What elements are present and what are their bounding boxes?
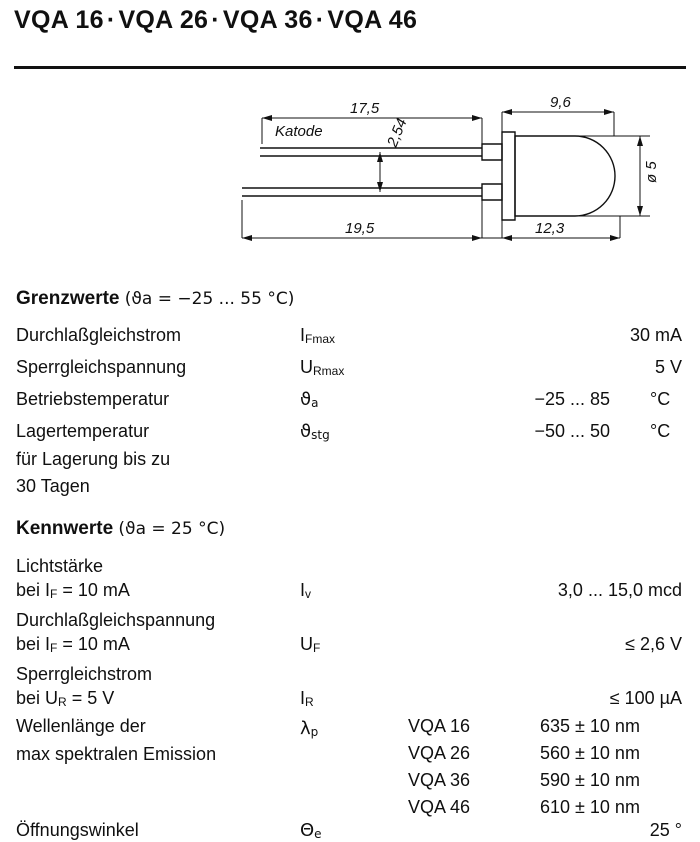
title-part-3: VQA 36 <box>222 6 313 34</box>
row-label-lagertemperatur: Lagertemperatur <box>16 421 150 441</box>
page-title <box>14 6 417 35</box>
dim-lead-length-top: 17,5 <box>350 100 380 117</box>
dim-lead-length-bottom: 19,5 <box>345 220 375 237</box>
cond-tail: = 10 mA <box>57 580 130 600</box>
row-symbol-durchlassgleichstrom <box>300 325 335 346</box>
row-label-betriebstemperatur: Betriebstemperatur <box>16 389 170 409</box>
grenzwerte-note-1: für Lagerung bis zu <box>16 449 171 469</box>
row-value-betriebstemperatur: −25 ... 85 <box>534 389 610 409</box>
row-symbol-wellenlaenge <box>300 718 318 739</box>
symbol-main: Θ <box>300 820 315 841</box>
dim-body-diameter: ø 5 <box>643 161 660 183</box>
cond-prefix: bei U <box>16 688 59 708</box>
row-unit-lagertemperatur: °C <box>650 421 671 441</box>
row-cond-lichtstaerke <box>16 580 130 601</box>
row-label-lichtstaerke: Lichtstärke <box>16 556 104 576</box>
row-symbol-durchlassgleichspannung <box>300 634 320 655</box>
led-flange <box>502 132 515 220</box>
cond-prefix: bei I <box>16 634 51 654</box>
wavelength-value-4: 610 ± 10 nm <box>540 797 640 817</box>
lead-frame-upper <box>482 144 502 160</box>
grenzwerte-note-2: 30 Tagen <box>16 476 90 496</box>
title-divider <box>14 66 686 69</box>
row-symbol-sperrgleichspannung <box>300 357 344 378</box>
wavelength-value-2: 560 ± 10 nm <box>540 743 640 763</box>
row-value-durchlassgleichstrom: 30 mA <box>629 325 682 345</box>
cond-sub: F <box>50 641 58 655</box>
kennwerte-condition: (ϑa = 25 °C) <box>118 519 226 539</box>
grenzwerte-heading-text: Grenzwerte <box>16 288 120 309</box>
symbol-sub: e <box>314 827 322 841</box>
symbol-sub: p <box>310 725 319 739</box>
lead-frame-lower <box>482 184 502 200</box>
row-symbol-sperrgleichstrom <box>300 688 314 709</box>
row-symbol-betriebstemperatur <box>300 389 319 410</box>
symbol-main: U <box>300 357 313 377</box>
wavelength-value-1: 635 ± 10 nm <box>540 716 640 736</box>
kennwerte-heading-text: Kennwerte <box>16 518 114 539</box>
led-outline-drawing <box>220 88 670 263</box>
row-unit-betriebstemperatur: °C <box>650 389 671 409</box>
row-value-lichtstaerke: 3,0 ... 15,0 mcd <box>557 580 682 600</box>
cond-tail: = 10 mA <box>57 634 130 654</box>
wavelength-type-2: VQA 26 <box>408 743 471 763</box>
drawing-svg <box>220 88 670 263</box>
symbol-main: ϑ <box>300 421 312 442</box>
symbol-main: I <box>300 580 306 600</box>
row-value-durchlassgleichspannung: ≤ 2,6 V <box>625 634 682 654</box>
symbol-main: I <box>300 688 306 708</box>
row-symbol-oeffnungswinkel <box>300 820 322 841</box>
title-separator-1: · <box>106 6 116 34</box>
title-part-4: VQA 46 <box>327 6 418 34</box>
symbol-main: λ <box>300 718 311 739</box>
grenzwerte-condition: (ϑa = −25 ... 55 °C) <box>124 289 295 309</box>
title-separator-3: · <box>315 6 325 34</box>
symbol-sub: v <box>305 587 312 601</box>
row-label-sperrgleichspannung: Sperrgleichspannung <box>16 357 187 377</box>
wavelength-type-4: VQA 46 <box>408 797 471 817</box>
symbol-sub: a <box>311 396 319 410</box>
row-value-lagertemperatur: −50 ... 50 <box>534 421 610 441</box>
row-label-sperrgleichstrom: Sperrgleichstrom <box>16 664 153 684</box>
dim-body-height: 9,6 <box>550 94 571 111</box>
cond-prefix: bei I <box>16 580 51 600</box>
led-body-outline <box>515 136 615 216</box>
row-label-wellenlaenge-1: Wellenlänge der <box>16 716 146 736</box>
row-label-wellenlaenge-2: max spektralen Emission <box>16 744 217 764</box>
row-symbol-lichtstaerke <box>300 580 311 601</box>
row-symbol-lagertemperatur <box>300 421 330 442</box>
dim-body-length: 12,3 <box>535 220 565 237</box>
wavelength-type-3: VQA 36 <box>408 770 471 790</box>
wavelength-value-3: 590 ± 10 nm <box>540 770 640 790</box>
symbol-main: I <box>300 325 306 345</box>
cond-sub: R <box>58 695 67 709</box>
title-part-1: VQA 16 <box>14 6 104 34</box>
symbol-sub: Rmax <box>313 364 345 378</box>
grenzwerte-heading <box>16 288 294 310</box>
symbol-sub: Fmax <box>305 332 336 346</box>
cond-tail: = 5 V <box>66 688 115 708</box>
title-separator-2: · <box>211 6 220 34</box>
row-value-sperrgleichstrom: ≤ 100 µA <box>609 688 682 708</box>
row-cond-durchlassgleichspannung <box>16 634 130 655</box>
row-value-oeffnungswinkel: 25 ° <box>649 820 682 840</box>
row-cond-sperrgleichstrom <box>16 688 114 709</box>
cond-sub: F <box>50 587 58 601</box>
symbol-sub: F <box>313 641 321 655</box>
symbol-main: ϑ <box>300 389 312 410</box>
row-label-oeffnungswinkel: Öffnungswinkel <box>16 820 139 840</box>
label-cathode: Katode <box>275 123 323 140</box>
row-label-durchlassgleichspannung: Durchlaßgleichspannung <box>16 610 216 630</box>
symbol-sub: R <box>305 695 314 709</box>
wavelength-type-1: VQA 16 <box>408 716 471 736</box>
row-label-durchlassgleichstrom: Durchlaßgleichstrom <box>16 325 182 345</box>
row-value-sperrgleichspannung: 5 V <box>654 357 682 377</box>
dim-lead-spacing: 2,54 <box>383 116 411 150</box>
kennwerte-heading <box>16 518 225 540</box>
symbol-sub: stg <box>311 428 330 442</box>
symbol-main: U <box>300 634 313 654</box>
title-part-2: VQA 26 <box>118 6 209 34</box>
